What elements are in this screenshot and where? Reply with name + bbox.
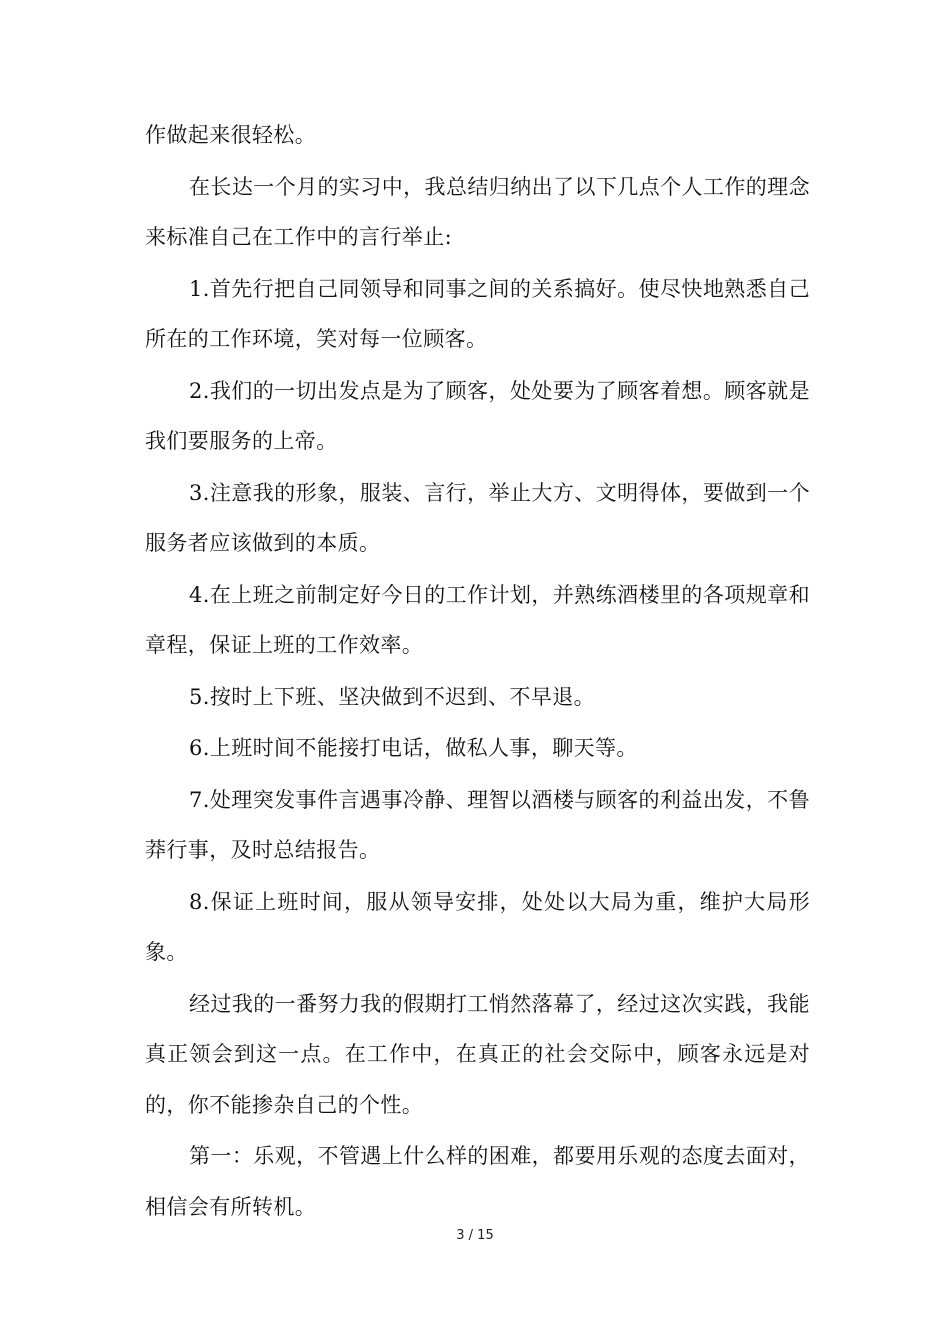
document-body — [145, 110, 810, 1233]
paragraph-11: 经过我的一番努力我的假期打工悄然落幕了，经过这次实践，我能真正领会到这一点。在工作中，在真正的社会交际中，顾客永远是对的，你不能掺杂自己的个性。 — [145, 991, 810, 1117]
paragraph-6: 4.在上班之前制定好今日的工作计划，并熟练酒楼里的各项规章和章程，保证上班的工作效率。 — [145, 582, 810, 657]
paragraph-9: 7.处理突发事件言遇事冷静、理智以酒楼与顾客的利益出发，不鲁莽行事，及时总结报告。 — [145, 787, 810, 862]
paragraph-10: 8.保证上班时间，服从领导安排，处处以大局为重，维护大局形象。 — [145, 889, 810, 964]
paragraph-4: 2.我们的一切出发点是为了顾客，处处要为了顾客着想。顾客就是我们要服务的上帝。 — [145, 378, 810, 453]
paragraph-2: 在长达一个月的实习中，我总结归纳出了以下几点个人工作的理念来标准自己在工作中的言行举止: — [145, 174, 810, 249]
paragraph-12: 第一：乐观，不管遇上什么样的困难，都要用乐观的态度去面对，相信会有所转机。 — [145, 1144, 810, 1219]
page-number: 3 / 15 — [456, 1228, 494, 1243]
paragraph-8: 6.上班时间不能接打电话，做私人事，聊天等。 — [189, 736, 638, 760]
paragraph-3: 1.首先行把自己同领导和同事之间的关系搞好。使尽快地熟悉自己所在的工作环境，笑对每一位顾客。 — [145, 276, 810, 351]
paragraph-5: 3.注意我的形象，服装、言行，举止大方、文明得体，要做到一个服务者应该做到的本质。 — [145, 480, 810, 555]
paragraph-7: 5.按时上下班、坚决做到不迟到、不早退。 — [189, 684, 596, 709]
paragraph-1: 作做起来很轻松。 — [145, 123, 317, 147]
